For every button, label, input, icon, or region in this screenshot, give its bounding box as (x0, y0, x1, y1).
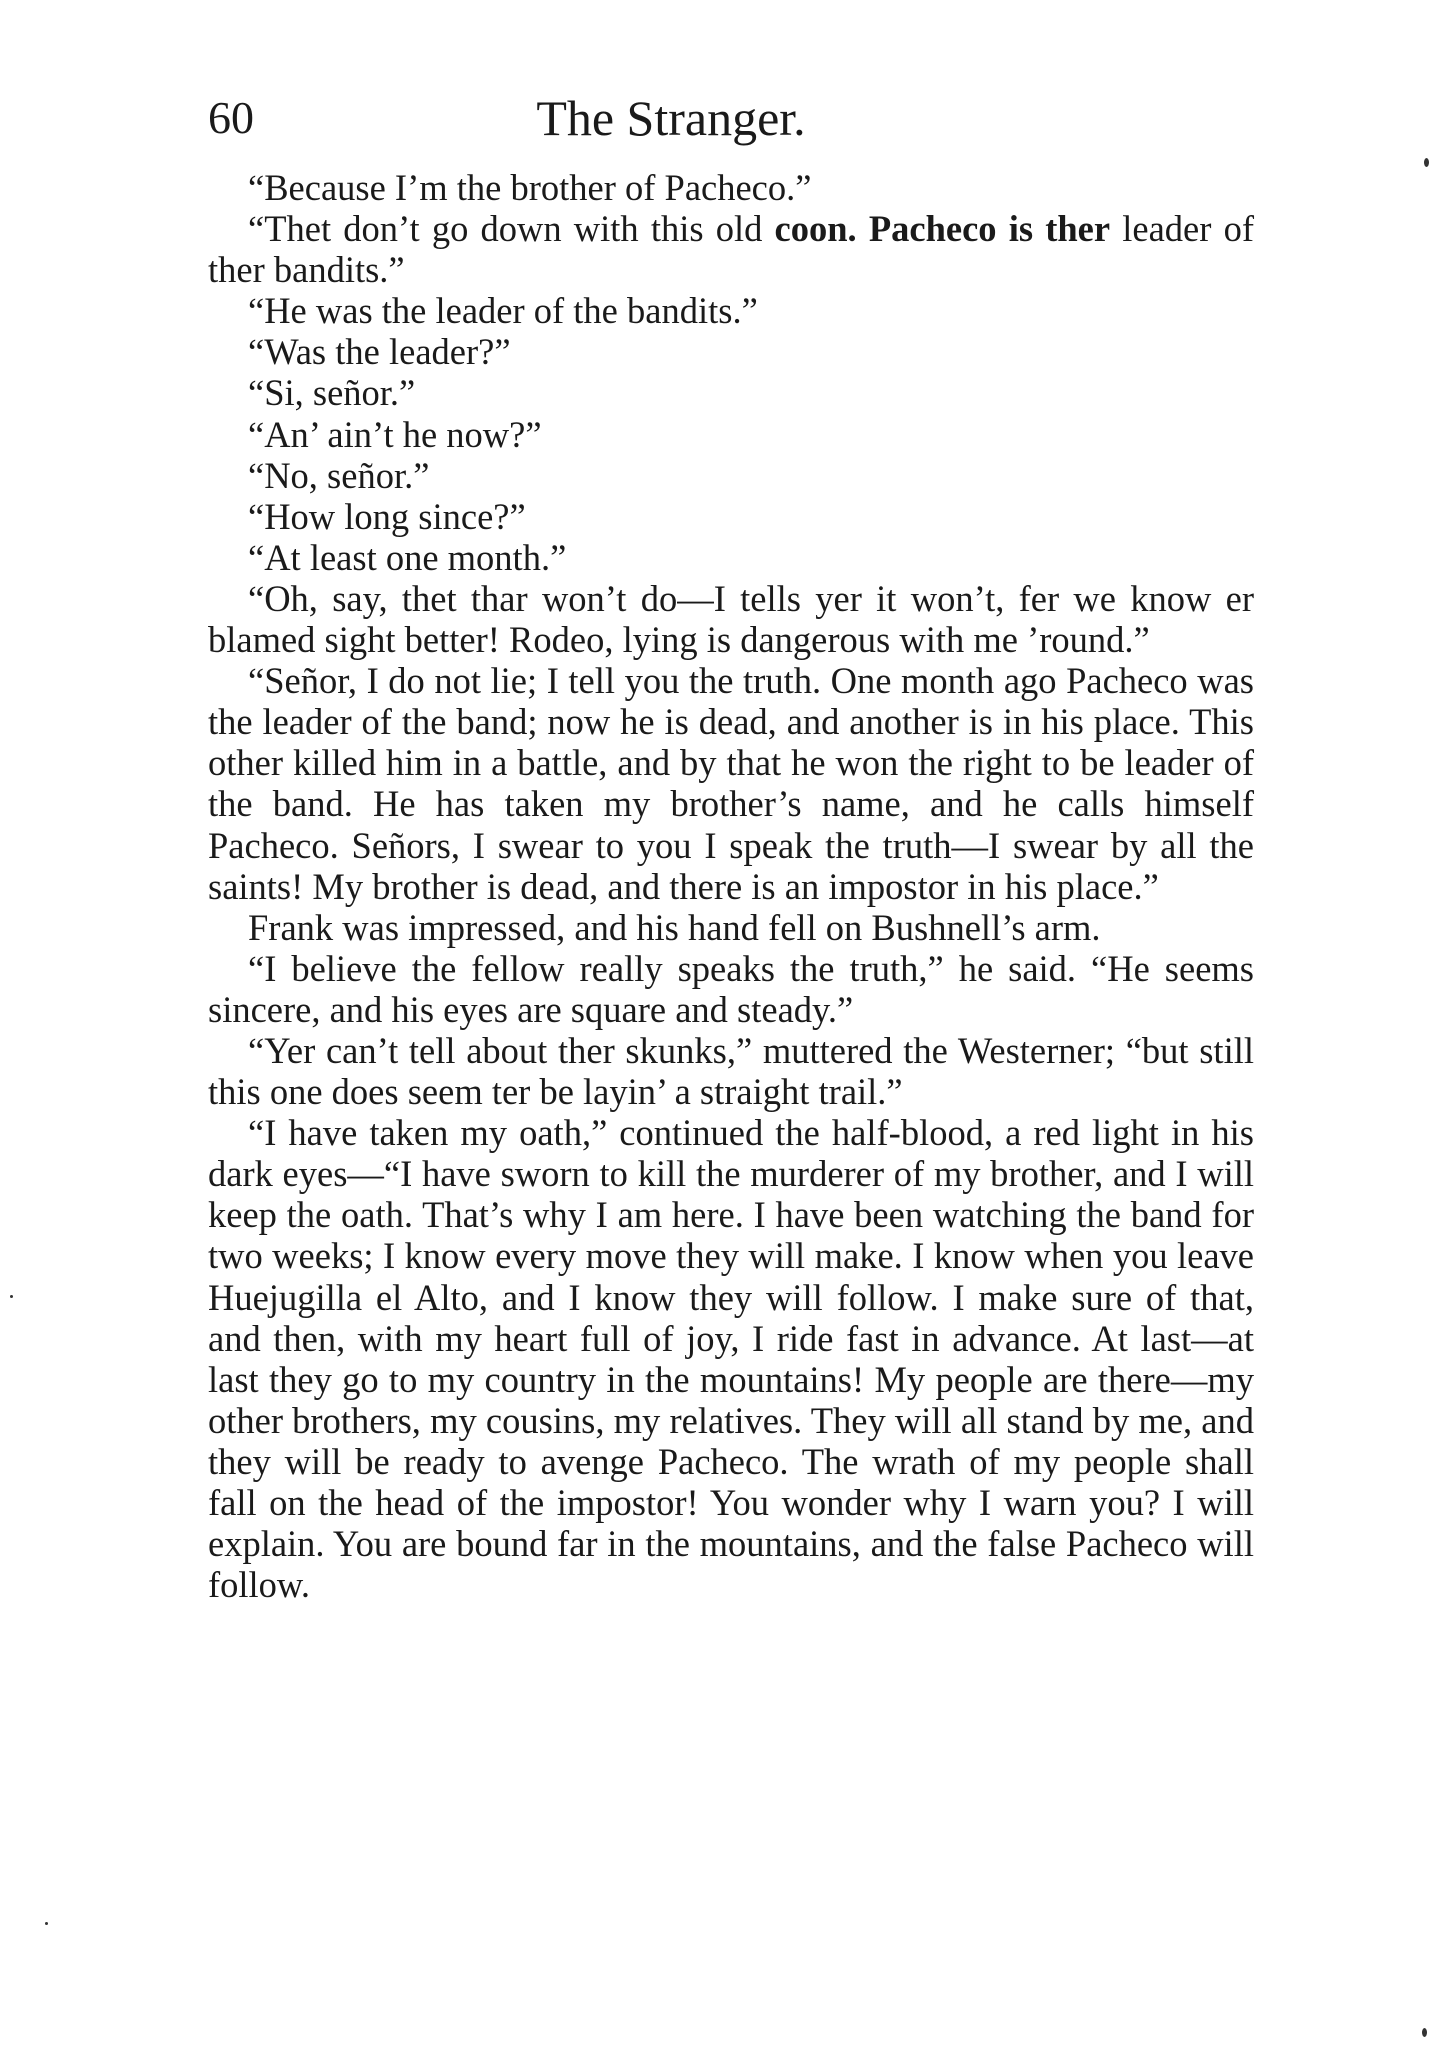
paragraph-text: “Thet don’t go down with this old (248, 208, 775, 250)
paragraph: “Señor, I do not lie; I tell you the truth. One month ago Pacheco was the leader of the band; now he is dead, and another is in his place. This other killed him in a battle, and by that he won the right to be leader of the band. He has taken my brother’s name, and he calls himself Pacheco. Señors, I swear to you I speak the truth—I swear by all the saints! My brother is dead, and there is an impostor in his place.” (208, 660, 1254, 907)
paragraph: “He was the leader of the bandits.” (248, 290, 758, 332)
paragraph: “I believe the fellow really speaks the truth,” he said. “He seems sincere, and his eyes are square and steady.” (208, 947, 1254, 1030)
paragraph: Frank was impressed, and his hand fell on Bushnell’s arm. (248, 906, 1101, 948)
paragraph: “No, señor.” (248, 454, 430, 496)
paragraph: “Was the leader?” (248, 331, 511, 373)
paragraph: “I have taken my oath,” continued the half-blood, a red light in his dark eyes—“I have sworn to kill the murderer of my brother, and I will keep the oath. That’s why I am here. I have been watching the band for two weeks; I know every move they will make. I know when you leave Huejugilla el Alto, and I know they will follow. I make sure of that, and then, with my heart full of joy, I ride fast in advance. At last—at last they go to my country in the mountains! My people are there—my other brothers, my cousins, my relatives. They will all stand by me, and they will be ready to avenge Pacheco. The wrath of my people shall fall on the head of the impostor! You wonder why I warn you? I will explain. You are bound far in the mountains, and the false Pacheco will follow. (208, 1112, 1254, 1606)
print-speck (45, 1922, 48, 1925)
paragraph: “At least one month.” (248, 536, 567, 578)
body-text (208, 167, 1254, 1605)
running-title: The Stranger. (536, 90, 806, 146)
paragraph: “How long since?” (248, 495, 526, 537)
paragraph: “Yer can’t tell about ther skunks,” muttered the Westerner; “but still this one does seem ter be layin’ a straight trail.” (208, 1029, 1254, 1113)
paragraph: “Si, señor.” (248, 372, 416, 414)
print-speck (1424, 158, 1429, 167)
print-speck (1422, 2028, 1427, 2037)
bold-text: coon. Pacheco is ther (774, 208, 1111, 250)
paragraph: “An’ ain’t he now?” (248, 413, 542, 455)
paragraph: “Oh, say, thet thar won’t do—I tells yer it won’t, fer we know er blamed sight better! Rodeo, lying is dangerous with me ’round.” (208, 577, 1254, 661)
print-speck (10, 1295, 13, 1298)
paragraph (208, 208, 1254, 290)
paragraph: “Because I’m the brother of Pacheco.” (248, 167, 812, 208)
page-number: 60 (208, 92, 254, 143)
page-header (208, 88, 1254, 148)
paragraph-text: leader of ther bandits.” (208, 208, 1254, 291)
